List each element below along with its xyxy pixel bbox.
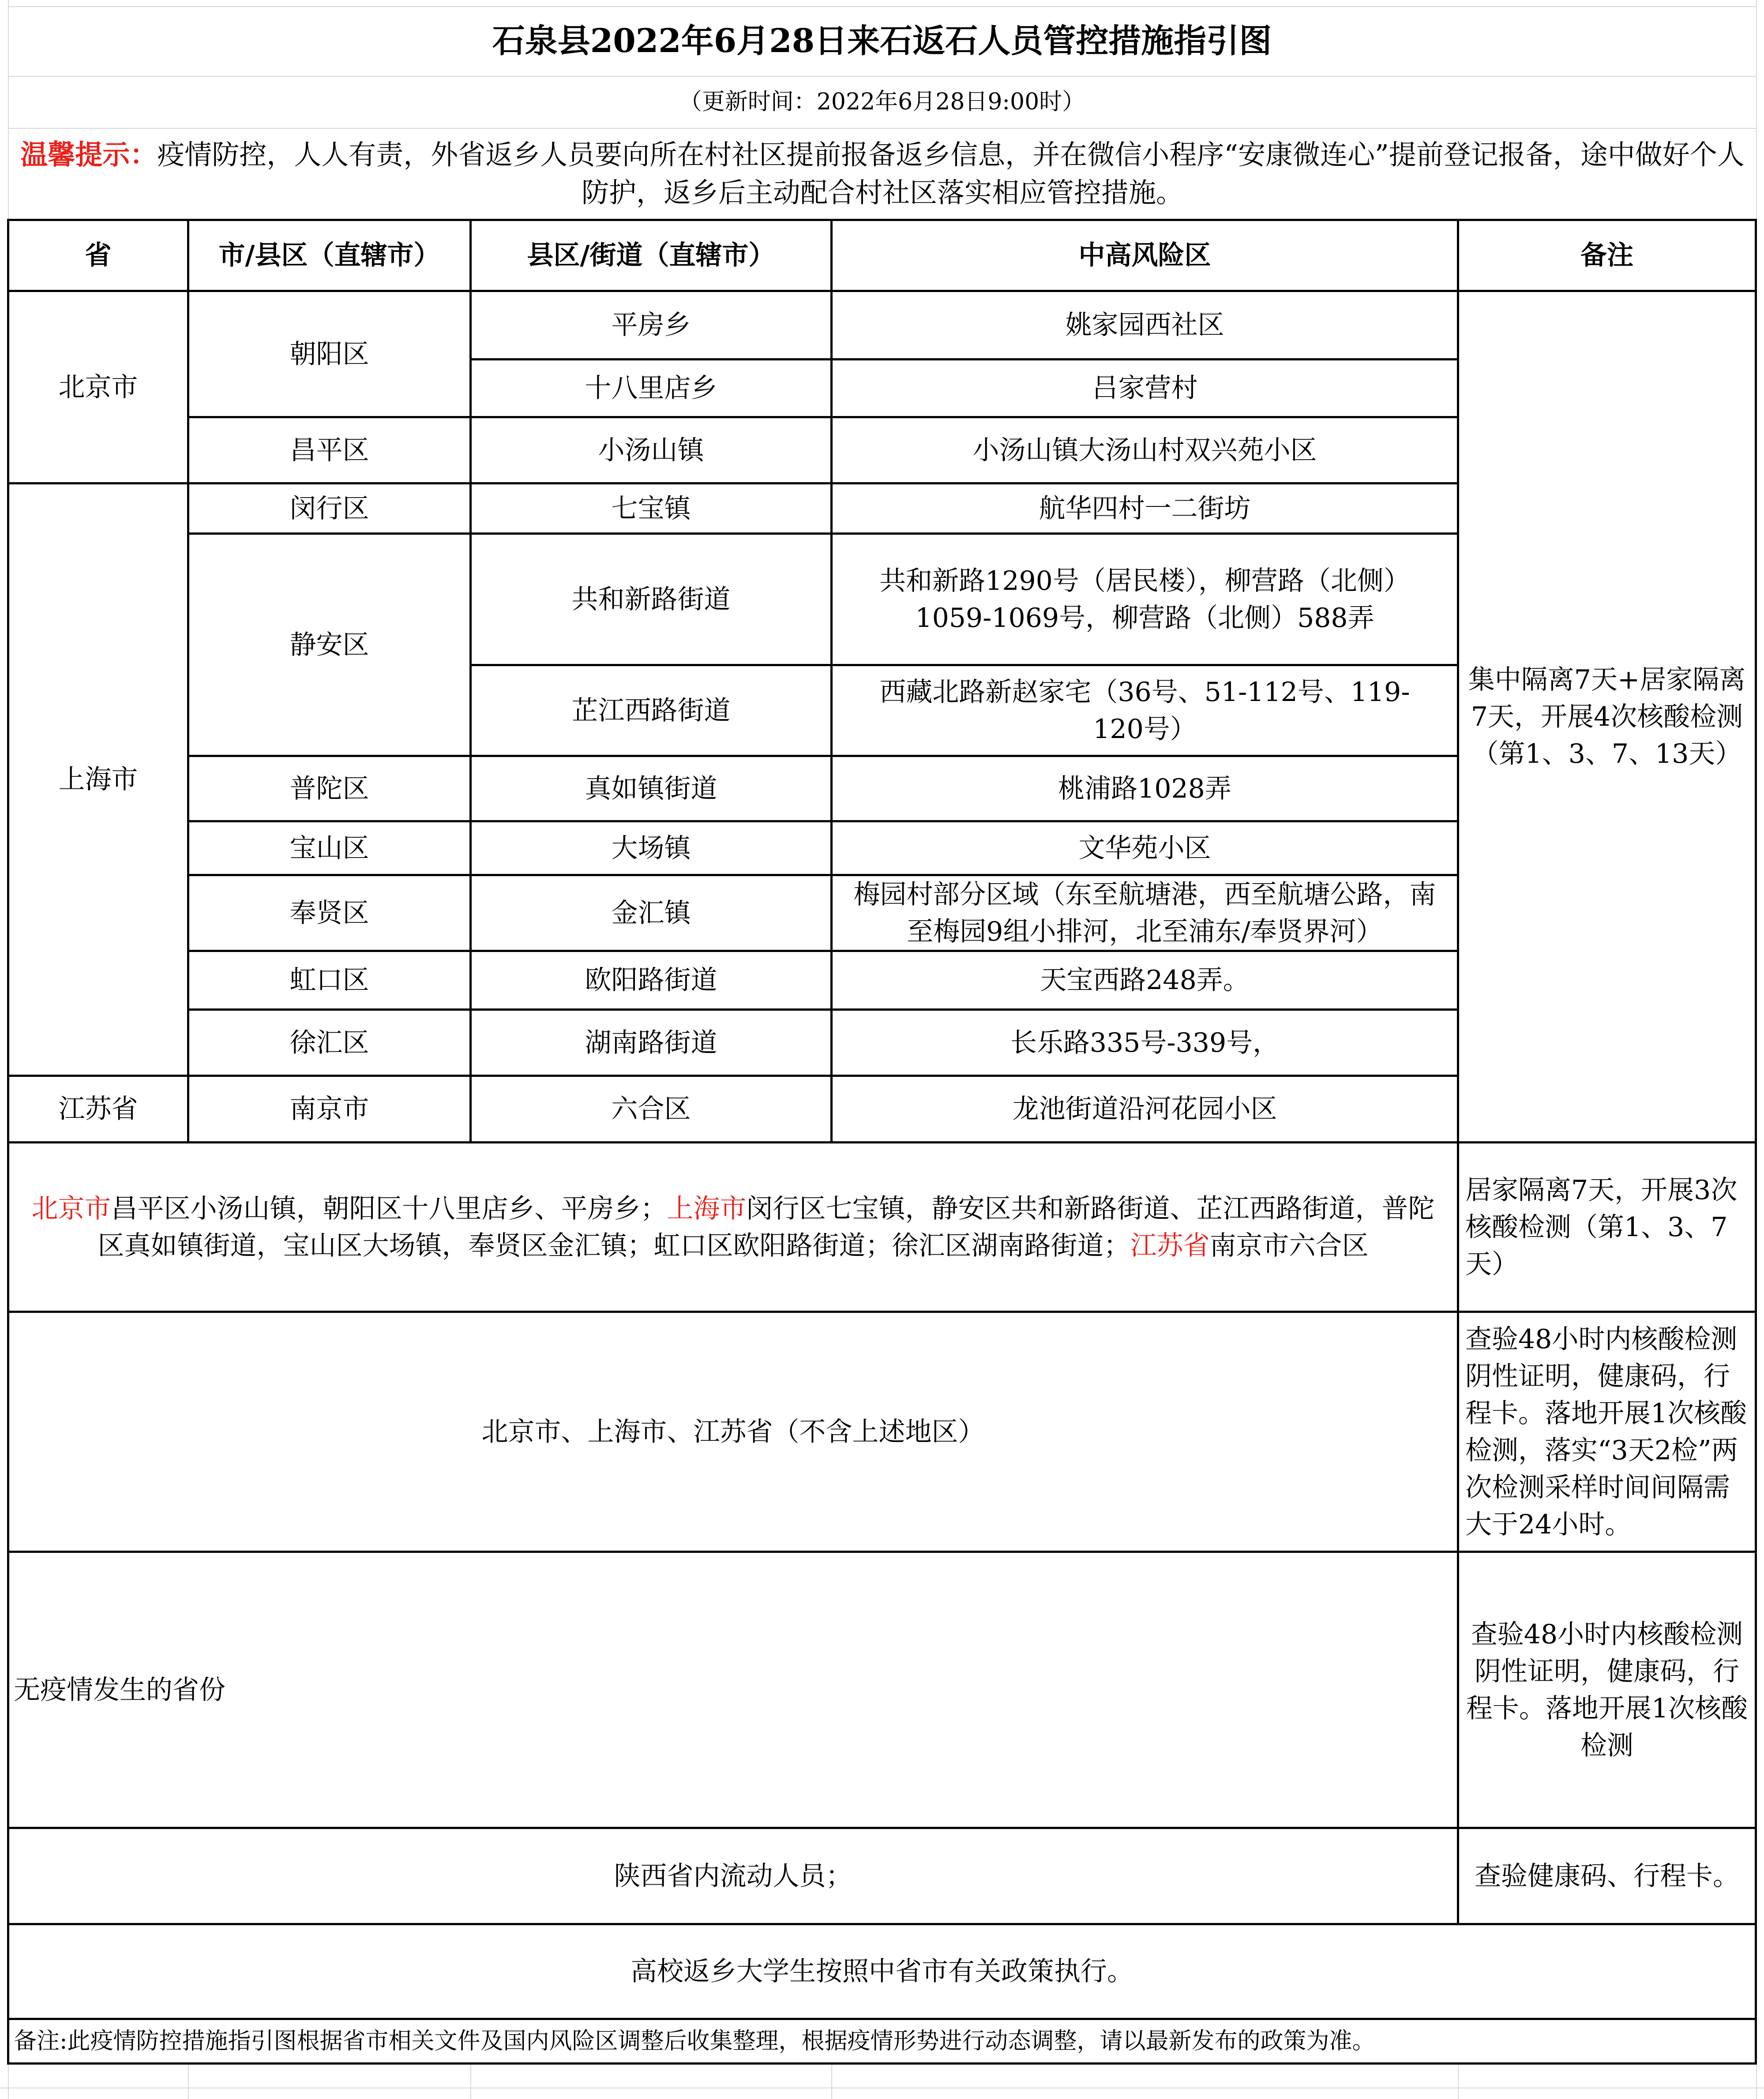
col-header-city: 市/县区（直辖市） [218, 240, 440, 271]
page-title: 石泉县2022年6月28日来石返石人员管控措施指引图 [492, 22, 1272, 60]
risk-area-cell: 吕家营村 [1092, 373, 1198, 404]
district-cell: 湖南路街道 [585, 1027, 717, 1058]
city-xuhui: 徐汇区 [289, 1027, 369, 1058]
district-cell: 芷江西路街道 [571, 695, 731, 726]
shaanxi-label: 陕西省内流动人员； [614, 1860, 852, 1892]
mid-risk-text-jiangsu: 南京市六合区 [1209, 1230, 1369, 1261]
grid-line [470, 2065, 471, 2099]
warm-tip [13, 131, 1752, 217]
city-minhang: 闵行区 [289, 493, 369, 524]
district-cell: 十八里店乡 [585, 373, 717, 404]
high-risk-note: 集中隔离7天+居家隔离7天，开展4次核酸检测（第1、3、7、13天） [1468, 664, 1746, 769]
district-cell: 平房乡 [611, 310, 691, 341]
mid-risk-province-jiangsu: 江苏省 [1130, 1230, 1210, 1261]
mid-risk-province-shanghai: 上海市 [667, 1193, 747, 1224]
risk-area-cell: 小汤山镇大汤山村双兴苑小区 [972, 435, 1317, 466]
mid-risk-text-beijing: 昌平区小汤山镇，朝阳区十八里店乡、平房乡； [111, 1193, 667, 1224]
col-header-district: 县区/街道（直辖市） [527, 240, 775, 271]
grid-line [1458, 2065, 1459, 2099]
risk-area-cell: 西藏北路新赵家宅（36号、51-112号、119-120号） [879, 676, 1410, 745]
mid-risk-summary [9, 1143, 1457, 1311]
grid-line [8, 128, 1756, 129]
province-jiangsu: 江苏省 [58, 1094, 138, 1124]
district-cell: 共和新路街道 [571, 584, 731, 615]
city-jingan: 静安区 [289, 629, 369, 660]
province-beijing: 北京市 [58, 371, 138, 403]
district-cell: 金汇镇 [611, 897, 691, 929]
col-header-province: 省 [85, 240, 112, 271]
risk-area-cell: 文华苑小区 [1078, 832, 1211, 864]
district-cell: 大场镇 [611, 832, 691, 864]
risk-area-cell: 航华四村一二街坊 [1039, 493, 1251, 524]
students-policy: 高校返乡大学生按照中省市有关政策执行。 [631, 1956, 1133, 1987]
city-nanjing: 南京市 [289, 1094, 369, 1124]
city-baoshan: 宝山区 [289, 832, 369, 864]
other-areas-label: 北京市、上海市、江苏省（不含上述地区） [481, 1416, 985, 1447]
shaanxi-note: 查验健康码、行程卡。 [1475, 1860, 1739, 1892]
district-cell: 六合区 [611, 1094, 691, 1124]
warm-tip-text: 疫情防控，人人有责，外省返乡人员要向所在村社区提前报备返乡信息，并在微信小程序“安康微连心”提前登记报备，途中做好个人防护，返乡后主动配合村社区落实相应管控措施。 [157, 139, 1745, 209]
mid-risk-note: 居家隔离7天，开展3次核酸检测（第1、3、7天） [1465, 1174, 1738, 1280]
province-shanghai: 上海市 [58, 764, 138, 795]
col-header-risk-area: 中高风险区 [1078, 240, 1211, 271]
district-cell: 欧阳路街道 [585, 965, 717, 996]
city-putuo: 普陀区 [289, 773, 369, 804]
update-time: （更新时间：2022年6月28日9:00时） [679, 89, 1085, 115]
district-cell: 七宝镇 [611, 493, 691, 524]
risk-area-cell: 龙池街道沿河花园小区 [1012, 1094, 1277, 1124]
grid-line [188, 2065, 189, 2099]
grid-line [831, 2065, 832, 2099]
mid-risk-province-beijing: 北京市 [31, 1193, 111, 1224]
city-fengxian: 奉贤区 [289, 897, 369, 929]
city-hongkou: 虹口区 [289, 965, 369, 996]
risk-area-cell: 梅园村部分区域（东至航塘港，西至航塘公路，南至梅园9组小排河，北至浦东/奉贤界河） [853, 879, 1436, 947]
risk-area-cell: 天宝西路248弄。 [1040, 965, 1250, 996]
risk-area-cell: 桃浦路1028弄 [1058, 773, 1231, 804]
other-areas-note: 查验48小时内核酸检测阴性证明，健康码，行程卡。落地开展1次核酸检测，落实“3天2检”两次检测采样时间间隔需大于24小时。 [1465, 1323, 1747, 1540]
risk-area-cell: 长乐路335号-339号， [1010, 1027, 1280, 1058]
footnote: 备注:此疫情防控措施指引图根据省市相关文件及国内风险区调整后收集整理，根据疫情形势进行动态调整，请以最新发布的政策为准。 [14, 2028, 1375, 2054]
no-epidemic-label: 无疫情发生的省份 [14, 1674, 225, 1705]
district-cell: 真如镇街道 [585, 773, 717, 804]
risk-area-cell: 共和新路1290号（居民楼），柳营路（北侧）1059-1069号，柳营路（北侧）588弄 [879, 565, 1410, 633]
city-chaoyang: 朝阳区 [289, 338, 369, 370]
risk-area-cell: 姚家园西社区 [1065, 310, 1224, 341]
city-changping: 昌平区 [289, 435, 369, 466]
district-cell: 小汤山镇 [598, 435, 704, 466]
warm-tip-label: 温馨提示： [20, 139, 158, 171]
no-epidemic-note: 查验48小时内核酸检测阴性证明，健康码，行程卡。落地开展1次核酸检测 [1466, 1619, 1748, 1761]
col-header-note: 备注 [1580, 240, 1633, 271]
mid-risk-text-shanghai: 闵行区七宝镇，静安区共和新路街道、芷江西路街道，普陀区真如镇街道，宝山区大场镇，奉贤区金汇镇；虹口区欧阳路街道；徐汇区湖南路街道； [98, 1193, 1435, 1261]
